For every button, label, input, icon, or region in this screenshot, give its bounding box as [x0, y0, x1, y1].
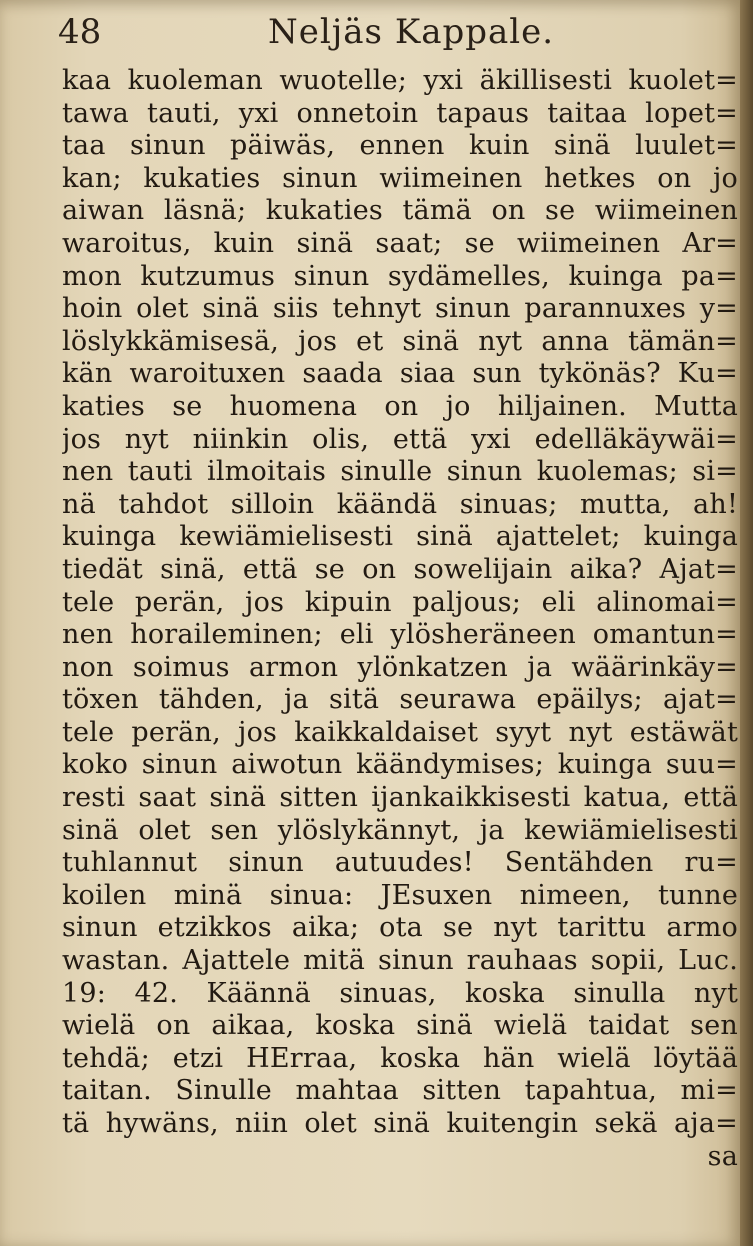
catchword: sa [707, 1141, 738, 1171]
text-line: kaa kuoleman wuotelle; yxi äkillisesti kuolet= [62, 66, 738, 95]
text-line: mon kutzumus sinun sydämelles, kuinga pa= [62, 261, 738, 291]
text-line: wastan. Ajattele mitä sinun rauhaas sopii, Luc. [62, 946, 738, 976]
text-line: koko sinun aiwotun käändymises; kuinga suu= [62, 750, 738, 780]
page-number: 48 [58, 12, 102, 52]
text-line: sinä olet sen ylöslykännyt, ja kewiämielisesti [62, 815, 738, 845]
text-line: wielä on aikaa, koska sinä wielä taidat sen [62, 1011, 738, 1041]
text-line: kän waroituxen saada siaa sun tykönäs? Ku= [62, 359, 738, 389]
text-line: tä hywäns, niin olet sinä kuitengin sekä aja= [62, 1109, 738, 1138]
text-line: sinun etzikkos aika; ota se nyt tarittu armo [62, 913, 738, 943]
page-edge [740, 0, 753, 1246]
text-line: nä tahdot silloin käändä sinuas; mutta, ah! [62, 489, 738, 519]
text-line: tele perän, jos kipuin paljous; eli alinomai= [62, 587, 738, 617]
text-line: tuhlannut sinun autuudes! Sentähden ru= [62, 848, 738, 878]
text-line: nen horaileminen; eli ylösheräneen omantun= [62, 620, 738, 650]
text-line: hoin olet sinä siis tehnyt sinun parannuxes y= [62, 294, 738, 324]
text-line: nen tauti ilmoitais sinulle sinun kuolemas; si= [62, 457, 738, 487]
text-line: tiedät sinä, että se on sowelijain aika? Ajat= [62, 554, 738, 584]
text-line: taitan. Sinulle mahtaa sitten tapahtua, mi= [62, 1076, 738, 1106]
text-line: töxen tähden, ja sitä seurawa epäilys; ajat= [62, 685, 738, 715]
text-line: non soimus armon ylönkatzen ja wäärinkäy= [62, 652, 738, 682]
text-line: löslykkämisesä, jos et sinä nyt anna tämän= [62, 326, 738, 356]
text-line: resti saat sinä sitten ijankaikkisesti katua, että [62, 783, 738, 813]
text-line: kan; kukaties sinun wiimeinen hetkes on jo [62, 163, 738, 193]
text-line: aiwan läsnä; kukaties tämä on se wiimeinen [62, 196, 738, 226]
text-line: taa sinun päiwäs, ennen kuin sinä luulet= [62, 131, 738, 161]
text-line: jos nyt niinkin olis, että yxi edelläkäywäi= [62, 424, 738, 454]
text-line: koilen minä sinua: JEsuxen nimeen, tunne [62, 880, 738, 910]
text-line: tele perän, jos kaikkaldaiset syyt nyt estäwät [62, 717, 738, 747]
text-line: katies se huomena on jo hiljainen. Mutta [62, 391, 738, 421]
text-line: kuinga kewiämielisesti sinä ajattelet; kuinga [62, 522, 738, 552]
text-line: waroitus, kuin sinä saat; se wiimeinen Ar= [62, 228, 738, 258]
page-header [58, 10, 723, 58]
running-title: Neljäs Kappale. [268, 12, 555, 52]
text-line: 19: 42. Käännä sinuas, koska sinulla nyt [62, 978, 738, 1008]
text-line: tawa tauti, yxi onnetoin tapaus taitaa lopet= [62, 98, 738, 128]
text-line: tehdä; etzi HErraa, koska hän wielä löytää [62, 1043, 738, 1073]
body-text [62, 66, 738, 1174]
